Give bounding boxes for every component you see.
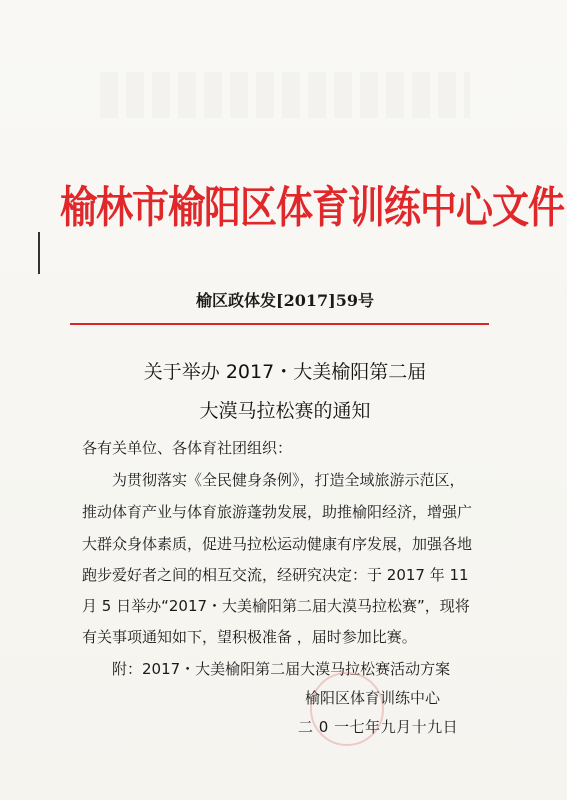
body-line: 推动体育产业与体育旅游蓬勃发展，助推榆阳经济，增强广 <box>82 503 473 521</box>
notice-title-line-1: 关于举办 2017・大美榆阳第二届 <box>143 361 427 383</box>
attachment-note: 附：2017・大美榆阳第二届大漠马拉松赛活动方案 <box>112 660 451 678</box>
body-line: 为贯彻落实《全民健身条例》，打造全域旅游示范区， <box>112 471 465 489</box>
body-line: 月 5 日举办“2017・大美榆阳第二届大漠马拉松赛”，现将 <box>82 597 470 615</box>
scan-mark <box>38 232 40 274</box>
body-line: 有关事项通知如下，望积极准备 ，届时参加比赛。 <box>82 628 417 646</box>
red-divider-line <box>70 323 489 325</box>
agency-header-title: 榆林市榆阳区体育训练中心文件 <box>60 181 564 234</box>
body-line: 跑步爱好者之间的相互交流，经研究决定：于 2017 年 11 <box>82 566 469 584</box>
document-number: 榆区政体发[2017]59号 <box>196 291 374 310</box>
notice-title-line-2: 大漠马拉松赛的通知 <box>199 400 371 422</box>
body-line: 大群众身体素质，促进马拉松运动健康有序发展，加强各地 <box>82 535 473 553</box>
salutation: 各有关单位、各体育社团组织： <box>82 439 293 457</box>
signer: 榆阳区体育训练中心 <box>305 689 441 707</box>
issue-date: 二 0 一七年九月十九日 <box>298 718 459 736</box>
bleed-through-shading <box>100 72 470 118</box>
